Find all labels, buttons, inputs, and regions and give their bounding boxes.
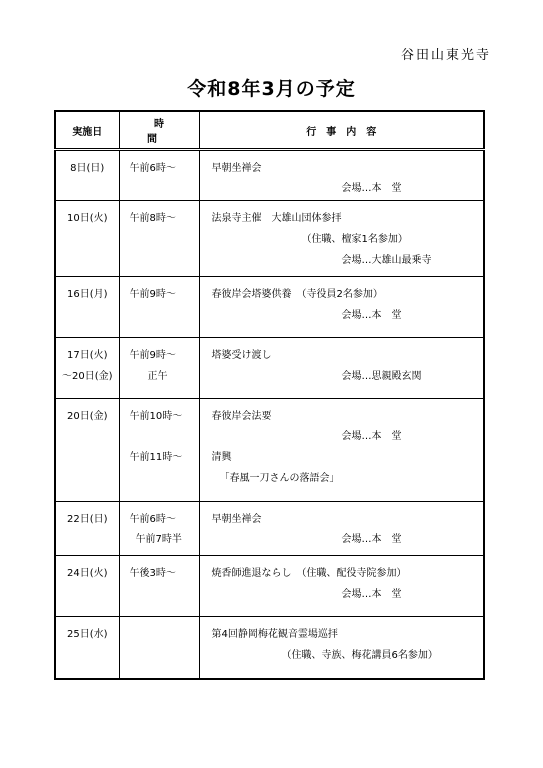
- table-row: [55, 150, 484, 201]
- time-cell: [119, 617, 199, 680]
- table-row: [55, 617, 484, 680]
- column-header-date: 実施日: [55, 111, 119, 150]
- date-cell: 24日(火): [55, 556, 119, 617]
- page-title: 令和8年3月の予定: [187, 78, 356, 100]
- date-cell: 10日(火): [55, 201, 119, 277]
- content-cell: 塔婆受け渡し 会場…思親殿玄関: [199, 338, 484, 399]
- temple-name: 谷田山東光寺: [400, 48, 491, 63]
- table-row: [55, 502, 484, 556]
- table-row: [55, 338, 484, 399]
- column-header-time: 時 間: [119, 111, 199, 150]
- schedule-table: [54, 110, 485, 680]
- time-cell: 午前9時～: [119, 277, 199, 338]
- time-cell: 午前8時～: [119, 201, 199, 277]
- content-cell: 第4回静岡梅花観音霊場巡拝 （住職、寺族、梅花講員6名参加）: [199, 617, 484, 680]
- content-cell: 早朝坐禅会 会場…本 堂: [199, 150, 484, 201]
- content-cell: 春彼岸会塔婆供養 （寺役員2名参加） 会場…本 堂: [199, 277, 484, 338]
- table-row: [55, 201, 484, 277]
- table-row: [55, 277, 484, 338]
- table-row: [55, 556, 484, 617]
- content-cell: 法泉寺主催 大雄山団体参拝 （住職、檀家1名参加） 会場…大雄山最乗寺: [199, 201, 484, 277]
- date-cell: 17日(火) ～20日(金): [55, 338, 119, 399]
- table-header-row: [55, 111, 484, 150]
- date-cell: 8日(日): [55, 150, 119, 201]
- date-cell: 22日(日): [55, 502, 119, 556]
- content-cell: 焼香師進退ならし （住職、配役寺院参加） 会場…本 堂: [199, 556, 484, 617]
- date-cell: 25日(水): [55, 617, 119, 680]
- table-row: [55, 399, 484, 502]
- content-cell: 早朝坐禅会 会場…本 堂: [199, 502, 484, 556]
- time-cell: 午後3時～: [119, 556, 199, 617]
- date-cell: 16日(月): [55, 277, 119, 338]
- time-cell: 午前6時～: [119, 150, 199, 201]
- date-cell: 20日(金): [55, 399, 119, 502]
- column-header-content: 行 事 内 容: [199, 111, 484, 150]
- content-cell: 春彼岸会法要 会場…本 堂 清興 「春風一刀さんの落語会」: [199, 399, 484, 502]
- time-cell: 午前6時～ 午前7時半: [119, 502, 199, 556]
- time-cell: 午前10時～ 午前11時～: [119, 399, 199, 502]
- time-cell: 午前9時～ 正午: [119, 338, 199, 399]
